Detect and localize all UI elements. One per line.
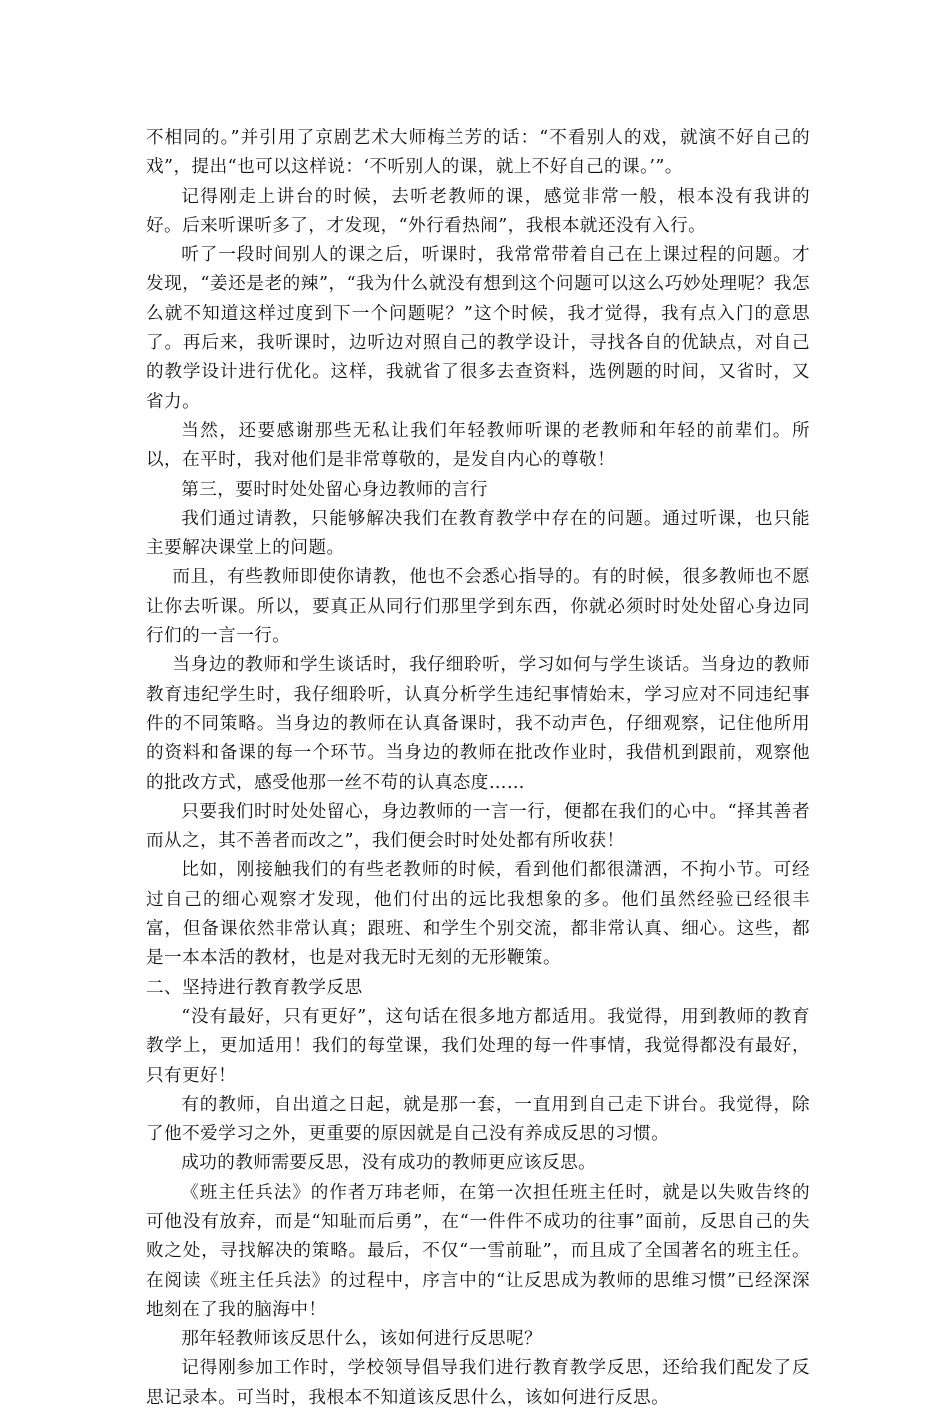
section-heading: 二、坚持进行教育教学反思 [146,977,363,998]
paragraph: 只要我们时时处处留心，身边教师的一言一行，便都在我们的心中。“择其善者而从之，其不善者而改之”，我们便会时时处处都有所收获！ [146,801,810,852]
paragraph: 比如，刚接触我们的有些老教师的时候，看到他们都很潇洒，不拘小节。可经过自己的细心观察才发现，他们付出的远比我想象的多。他们虽然经验已经很丰富，但备课依然非常认真；跟班、和学生个别交流，都非常认真、细心。这些，都是一本本活的教材，也是对我无时无刻的无形鞭策。 [146,860,810,969]
paragraph: 而且，有些教师即使你请教，他也不会悉心指导的。有的时候，很多教师也不愿让你去听课。所以，要真正从同行们那里学到东西，你就必须时时处处留心身边同行们的一言一行。 [146,567,810,647]
paragraph: 听了一段时间别人的课之后，听课时，我常常带着自己在上课过程的问题。才发现，“姜还是老的辣”，“我为什么就没有想到这个问题可以这么巧妙处理呢？我怎么就不知道这样过度到下一个问题呢？”这个时候，我才觉得，我有点入门的意思了。再后来，我听课时，边听边对照自己的教学设计，寻找各自的优缺点，对自己的教学设计进行优化。这样，我就省了很多去查资料，选例题的时间，又省时，又省力。 [146,245,810,412]
paragraph: 那年轻教师该反思什么，该如何进行反思呢？ [181,1329,543,1350]
paragraph: 成功的教师需要反思，没有成功的教师更应该反思。 [181,1153,597,1174]
section-heading: 第三，要时时处处留心身边教师的言行 [181,479,488,500]
paragraph: 不相同的。”并引用了京剧艺术大师梅兰芳的话：“不看别人的戏，就演不好自己的戏”，提出“也可以这样说：‘不听别人的课，就上不好自己的课。’”。 [146,128,810,178]
paragraph: 当然，还要感谢那些无私让我们年轻教师听课的老教师和年轻的前辈们。所以，在平时，我对他们是非常尊敬的，是发自内心的尊敬！ [146,420,810,471]
paragraph: 有的教师，自出道之日起，就是那一套，一直用到自己走下讲台。我觉得，除了他不爱学习之外，更重要的原因就是自己没有养成反思的习惯。 [146,1094,810,1145]
paragraph: 当身边的教师和学生谈话时，我仔细聆听，学习如何与学生谈话。当身边的教师教育违纪学生时，我仔细聆听，认真分析学生违纪事情始末，学习应对不同违纪事件的不同策略。当身边的教师在认真备课时，我不动声色，仔细观察，记住他所用的资料和备课的每一个环节。当身边的教师在批改作业时，我借机到跟前，观察他的批改方式，感受他那一丝不苟的认真态度…… [146,655,810,793]
paragraph: 《班主任兵法》的作者万玮老师，在第一次担任班主任时，就是以失败告终的可他没有放弃，而是“知耻而后勇”，在“一件件不成功的往事”面前，反思自己的失败之处，寻找解决的策略。最后，不仅“一雪前耻”，而且成了全国著名的班主任。在阅读《班主任兵法》的过程中，序言中的“让反思成为教师的思维习惯”已经深深地刻在了我的脑海中！ [146,1182,810,1320]
paragraph: “没有最好，只有更好”，这句话在很多地方都适用。我觉得，用到教师的教育教学上，更加适用！我们的每堂课，我们处理的每一件事情，我觉得都没有最好，只有更好！ [146,1006,810,1086]
paragraph: 记得刚参加工作时，学校领导倡导我们进行教育教学反思，还给我们配发了反思记录本。可当时，我根本不知道该反思什么，该如何进行反思。 [146,1358,810,1408]
paragraph: 记得刚走上讲台的时候，去听老教师的课，感觉非常一般，根本没有我讲的好。后来听课听多了，才发现，“外行看热闹”，我根本就还没有入行。 [146,186,810,236]
paragraph: 我们通过请教，只能够解决我们在教育教学中存在的问题。通过听课，也只能主要解决课堂上的问题。 [146,508,810,559]
document-body [146,124,810,1413]
